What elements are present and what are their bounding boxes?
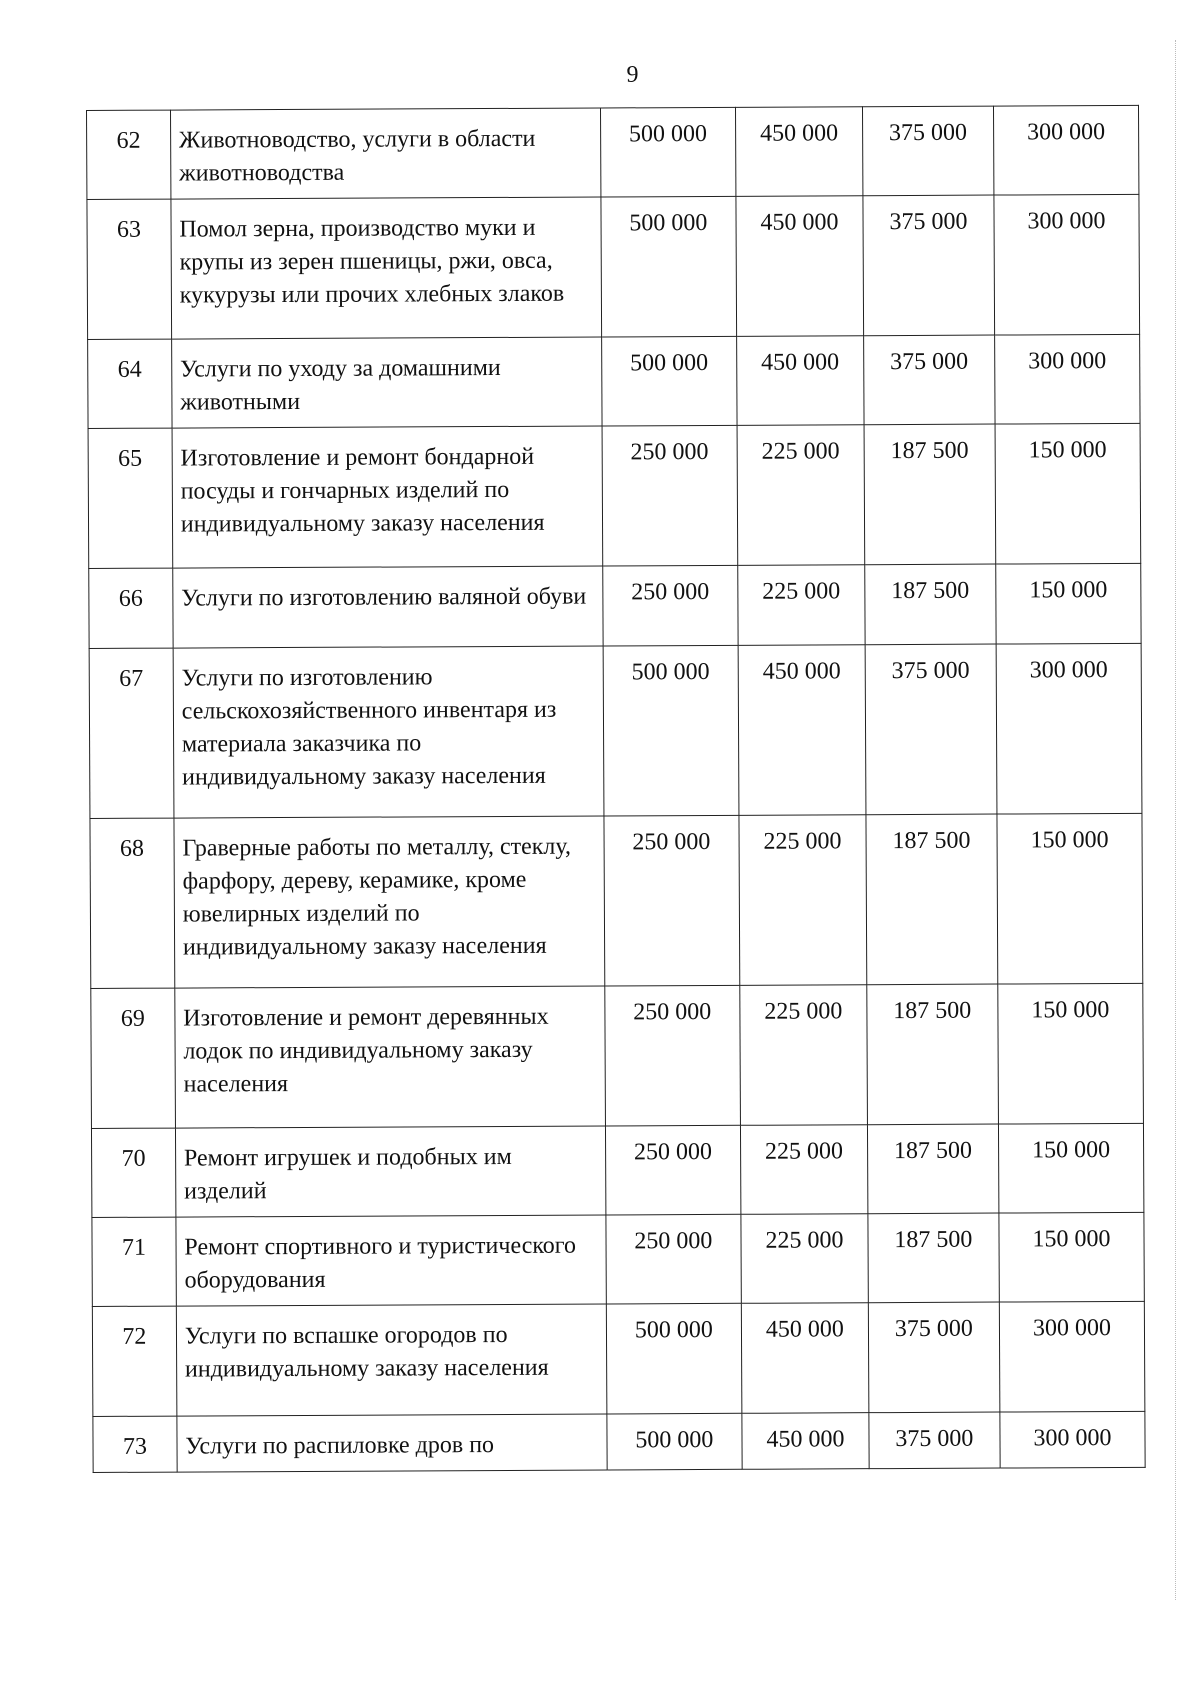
value-col-2: 225 000 bbox=[740, 1125, 867, 1215]
row-number: 65 bbox=[88, 428, 172, 568]
value-col-2: 225 000 bbox=[740, 985, 867, 1126]
value-col-3: 375 000 bbox=[865, 644, 997, 815]
page-number: 9 bbox=[626, 62, 639, 88]
value-col-2: 450 000 bbox=[736, 196, 863, 337]
value-col-3: 375 000 bbox=[868, 1302, 1000, 1413]
row-number: 64 bbox=[88, 339, 172, 428]
value-col-2: 450 000 bbox=[738, 645, 866, 816]
row-description: Услуги по изготовлению валяной обуви bbox=[173, 566, 603, 648]
value-col-4: 150 000 bbox=[995, 423, 1141, 564]
row-number: 71 bbox=[92, 1217, 176, 1306]
value-col-3: 187 500 bbox=[867, 984, 999, 1125]
row-description: Услуги по изготовлению сельскохозяйственного инвентаря из материала заказчика по индивидуальному заказу населения bbox=[173, 646, 604, 818]
value-col-3: 187 500 bbox=[864, 424, 996, 565]
row-description: Изготовление и ремонт бондарной посуды и гончарных изделий по индивидуальному заказу населения bbox=[172, 426, 602, 568]
value-col-3: 187 500 bbox=[866, 814, 998, 985]
value-col-2: 450 000 bbox=[736, 107, 863, 197]
value-col-1: 250 000 bbox=[602, 425, 738, 566]
value-col-4: 300 000 bbox=[996, 643, 1142, 814]
value-col-1: 250 000 bbox=[604, 985, 740, 1126]
value-col-4: 300 000 bbox=[1000, 1411, 1145, 1468]
value-col-1: 250 000 bbox=[604, 815, 740, 986]
value-col-1: 500 000 bbox=[601, 336, 737, 426]
table-row bbox=[89, 643, 1142, 818]
value-col-2: 225 000 bbox=[738, 565, 865, 646]
value-col-2: 450 000 bbox=[742, 1413, 869, 1470]
value-col-1: 500 000 bbox=[607, 1413, 743, 1470]
table-row bbox=[92, 1212, 1144, 1306]
value-col-2: 225 000 bbox=[741, 1214, 868, 1304]
table-row bbox=[93, 1411, 1145, 1472]
row-number: 67 bbox=[89, 648, 174, 818]
row-description: Ремонт спортивного и туристического оборудования bbox=[176, 1215, 606, 1306]
value-col-2: 450 000 bbox=[737, 336, 864, 426]
value-col-1: 500 000 bbox=[606, 1303, 742, 1414]
value-col-2: 225 000 bbox=[739, 815, 867, 986]
value-col-4: 150 000 bbox=[996, 563, 1141, 644]
value-col-3: 187 500 bbox=[867, 1124, 999, 1214]
row-number: 62 bbox=[87, 110, 171, 199]
value-col-4: 150 000 bbox=[999, 1212, 1145, 1302]
value-col-1: 500 000 bbox=[603, 645, 739, 816]
value-col-3: 375 000 bbox=[863, 195, 995, 336]
value-col-1: 250 000 bbox=[606, 1214, 742, 1304]
row-description: Услуги по уходу за домашними животными bbox=[171, 337, 601, 428]
value-col-4: 300 000 bbox=[993, 105, 1139, 195]
row-number: 66 bbox=[89, 568, 173, 648]
value-col-2: 450 000 bbox=[741, 1303, 868, 1414]
table-row bbox=[92, 1301, 1145, 1416]
value-col-1: 500 000 bbox=[600, 107, 736, 197]
table-row bbox=[89, 563, 1141, 648]
value-col-1: 250 000 bbox=[605, 1125, 741, 1215]
value-col-3: 375 000 bbox=[862, 106, 994, 196]
value-col-3: 187 500 bbox=[865, 564, 996, 645]
row-description: Услуги по распиловке дров по bbox=[177, 1414, 607, 1472]
row-number: 69 bbox=[91, 988, 175, 1128]
table-row bbox=[88, 423, 1141, 568]
row-number: 70 bbox=[91, 1128, 175, 1217]
row-number: 73 bbox=[93, 1416, 177, 1472]
table-row bbox=[91, 983, 1144, 1128]
scan-edge-artifact bbox=[1175, 40, 1176, 1600]
table-row bbox=[88, 334, 1140, 428]
row-description: Услуги по вспашке огородов по индивидуальному заказу населения bbox=[176, 1304, 606, 1416]
value-col-3: 375 000 bbox=[869, 1412, 1000, 1469]
value-col-3: 375 000 bbox=[863, 335, 995, 425]
row-description: Граверные работы по металлу, стеклу, фарфору, дереву, керамике, кроме ювелирных изделий по индивидуальному заказу населения bbox=[174, 816, 605, 988]
table-row bbox=[90, 813, 1143, 988]
table-row bbox=[87, 105, 1139, 199]
row-number: 72 bbox=[92, 1306, 176, 1416]
row-number: 68 bbox=[90, 818, 175, 988]
table-row bbox=[87, 194, 1140, 339]
value-col-1: 500 000 bbox=[601, 196, 737, 337]
value-col-2: 225 000 bbox=[737, 425, 864, 566]
value-col-3: 187 500 bbox=[868, 1213, 1000, 1303]
table-row bbox=[91, 1123, 1143, 1217]
tariff-table bbox=[86, 105, 1146, 1473]
value-col-4: 150 000 bbox=[998, 983, 1144, 1124]
value-col-1: 250 000 bbox=[602, 565, 738, 646]
value-col-4: 300 000 bbox=[999, 1301, 1145, 1412]
value-col-4: 300 000 bbox=[994, 194, 1140, 335]
value-col-4: 150 000 bbox=[997, 813, 1143, 984]
row-description: Изготовление и ремонт деревянных лодок по индивидуальному заказу населения bbox=[175, 986, 605, 1128]
row-description: Животноводство, услуги в области животноводства bbox=[170, 108, 600, 199]
value-col-4: 300 000 bbox=[995, 334, 1141, 424]
row-description: Ремонт игрушек и подобных им изделий bbox=[175, 1126, 605, 1217]
row-number: 63 bbox=[87, 199, 171, 339]
row-description: Помол зерна, производство муки и крупы из зерен пшеницы, ржи, овса, кукурузы или прочих хлебных злаков bbox=[171, 197, 601, 339]
value-col-4: 150 000 bbox=[998, 1123, 1144, 1213]
